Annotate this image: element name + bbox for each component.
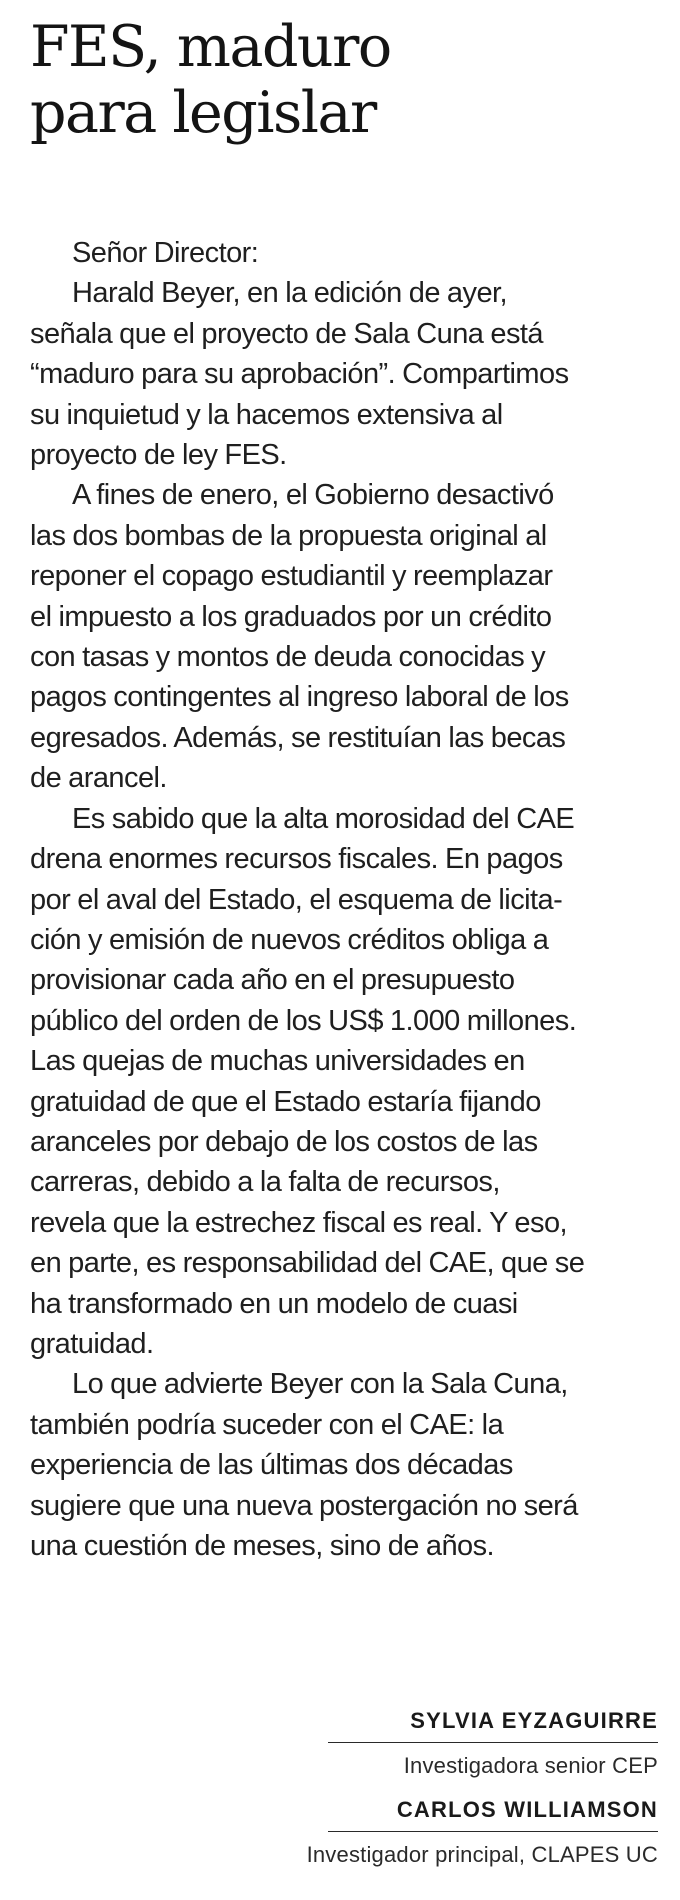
paragraph-line: por el aval del Estado, el esquema de licita- [30,883,563,916]
paragraph-3 [30,799,660,1365]
signature-block [178,1706,658,1884]
paragraph-line: gratuidad de que el Estado estaría fijando [30,1085,541,1118]
paragraph-line: Las quejas de muchas universidades en [30,1045,525,1078]
paragraph-line: ha transformado en un modelo de cuasi [30,1287,518,1320]
paragraph-line: público del orden de los US$ 1.000 millones. [30,1004,577,1037]
salutation: Señor Director: [72,237,259,269]
paragraph-line: también podría suceder con el CAE: la [30,1408,504,1441]
paragraph-line: sugiere que una nueva postergación no será [30,1489,578,1522]
paragraph-line: reponer el copago estudiantil y reemplazar [30,560,553,593]
letter-body [30,233,660,1566]
paragraph-line: egresados. Además, se restituían las becas [30,721,566,754]
paragraph-line: revela que la estrechez fiscal es real. Y eso, [30,1206,568,1239]
paragraph-line: una cuestión de meses, sino de años. [30,1530,495,1562]
salutation-paragraph [30,233,660,273]
paragraph-line: con tasas y montos de deuda conocidas y [30,641,546,674]
paragraph-4 [30,1364,660,1566]
signer-role-2: Investigador principal, CLAPES UC [306,1842,658,1867]
paragraph-line: “maduro para su aprobación”. Compartimos [30,358,569,391]
paragraph-line: A fines de enero, el Gobierno desactivó [72,479,554,512]
paragraph-line: ción y emisión de nuevos créditos obliga a [30,923,549,956]
paragraph-line: pagos contingentes al ingreso laboral de los [30,681,569,714]
headline-line-1: FES, maduro [30,14,391,80]
paragraph-line: su inquietud y la hacemos extensiva al [30,398,503,431]
paragraph-line: proyecto de ley FES. [30,439,287,472]
paragraph-line: en parte, es responsabilidad del CAE, que se [30,1247,585,1280]
paragraph-line: las dos bombas de la propuesta original al [30,519,547,552]
paragraph-line: Es sabido que la alta morosidad del CAE [72,802,575,835]
paragraph-2 [30,475,660,798]
signer-name-1: SYLVIA EYZAGUIRRE [328,1706,658,1743]
paragraph-line: Harald Beyer, en la edición de ayer, [72,277,508,310]
paragraph-1 [30,273,660,475]
headline-line-2: para legislar [30,80,376,146]
signer-name-2: CARLOS WILLIAMSON [328,1795,658,1832]
paragraph-line: Lo que advierte Beyer con la Sala Cuna, [72,1368,568,1401]
headline [30,14,660,146]
paragraph-line: carreras, debido a la falta de recursos, [30,1166,500,1199]
paragraph-line: experiencia de las últimas dos décadas [30,1449,513,1482]
paragraph-line: el impuesto a los graduados por un crédito [30,600,552,633]
letter-to-editor [30,14,660,1566]
paragraph-line: provisionar cada año en el presupuesto [30,964,515,997]
paragraph-line: señala que el proyecto de Sala Cuna está [30,317,543,350]
paragraph-line: drena enormes recursos fiscales. En pagos [30,843,563,876]
signer-role-1: Investigadora senior CEP [403,1753,658,1778]
paragraph-line: de arancel. [30,762,167,795]
paragraph-line: aranceles por debajo de los costos de las [30,1125,538,1158]
paragraph-line: gratuidad. [30,1327,154,1360]
